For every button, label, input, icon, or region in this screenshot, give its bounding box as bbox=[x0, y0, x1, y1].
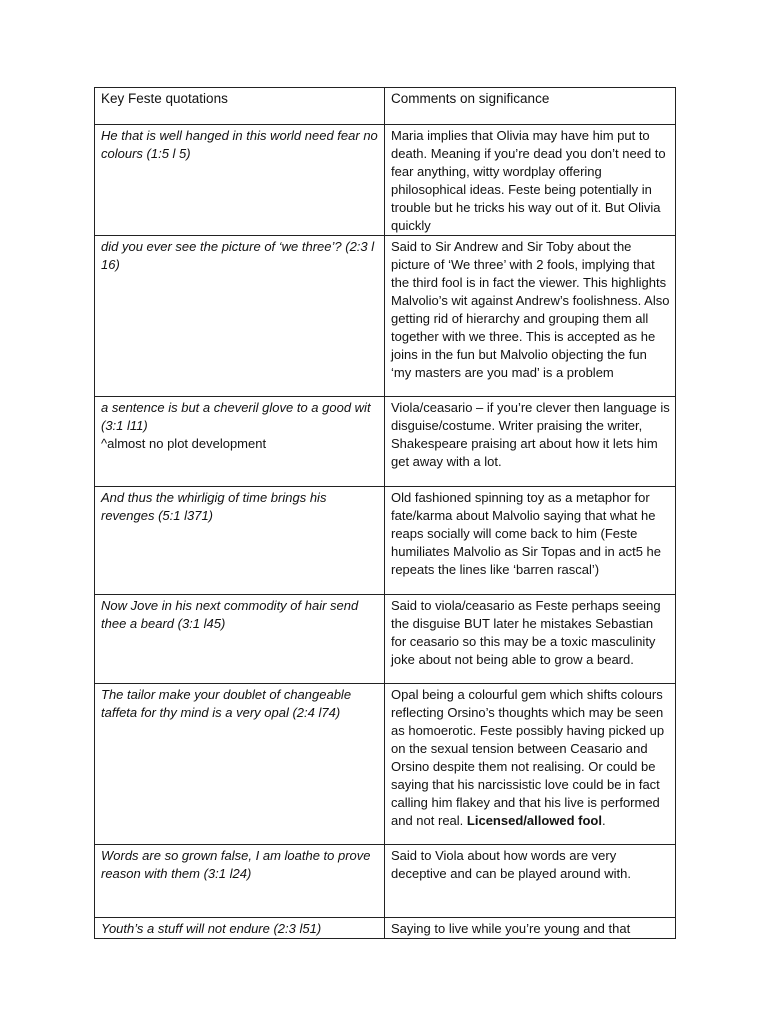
feste-quotations-table bbox=[94, 87, 676, 939]
quote-cell: Words are so grown false, I am loathe to prove reason with them (3:1 l24) bbox=[95, 845, 385, 918]
quote-cell: And thus the whirligig of time brings his revenges (5:1 l371) bbox=[95, 487, 385, 595]
comment-cell: Said to Sir Andrew and Sir Toby about the picture of ‘We three’ with 2 fools, implying that the third fool is in fact the viewer. This highlights Malvolio’s wit against Andrew’s foolishness. Also getting rid of hierarchy and grouping them all together with we three. This is accepted as he joins in the fun but Malvolio objecting the fun ‘my masters are you mad’ is a problem bbox=[385, 236, 676, 397]
quote-cell: Now Jove in his next commodity of hair send thee a beard (3:1 l45) bbox=[95, 595, 385, 684]
table-row bbox=[95, 845, 676, 918]
quote-cell: Youth’s a stuff will not endure (2:3 l51) bbox=[95, 918, 385, 939]
comment-end-text: . bbox=[601, 813, 606, 828]
quote-cell bbox=[95, 397, 385, 487]
comment-text: Opal being a colourful gem which shifts colours reflecting Orsino’s thoughts which may be seen as homoerotic. Feste possibly having picked up on the sexual tension between Ceasario and Orsino despite them not realising. Or could be saying that his narcissistic love could be in fact calling him flakey and that his live is performed and not real. bbox=[391, 687, 665, 828]
table-row bbox=[95, 236, 676, 397]
header-comments: Comments on significance bbox=[385, 88, 676, 125]
quote-cell: He that is well hanged in this world need fear no colours (1:5 l 5) bbox=[95, 125, 385, 236]
comment-cell: Maria implies that Olivia may have him put to death. Meaning if you’re dead you don’t need to fear anything, witty wordplay offering philosophical ideas. Feste being potentially in trouble but he tricks his way out of it. But Olivia quickly bbox=[385, 125, 676, 236]
comment-bold-text: Licensed/allowed fool bbox=[466, 813, 602, 828]
comment-cell: Old fashioned spinning toy as a metaphor for fate/karma about Malvolio saying that what he reaps socially will come back to him (Feste humiliates Malvolio as Sir Topas and in act5 he repeats the lines like ‘barren rascal’) bbox=[385, 487, 676, 595]
comment-cell bbox=[385, 684, 676, 845]
table-row bbox=[95, 397, 676, 487]
quote-note: ^almost no plot development bbox=[101, 436, 267, 451]
quote-text: a sentence is but a cheveril glove to a good wit (3:1 l11) bbox=[101, 400, 371, 433]
quote-cell: The tailor make your doublet of changeable taffeta for thy mind is a very opal (2:4 l74) bbox=[95, 684, 385, 845]
table-header-row bbox=[95, 88, 676, 125]
comment-cell: Said to viola/ceasario as Feste perhaps seeing the disguise BUT later he mistakes Sebastian for ceasario so this may be a toxic masculinity joke about not being able to grow a beard. bbox=[385, 595, 676, 684]
comment-cell: Saying to live while you’re young and that bbox=[385, 918, 676, 939]
table-row bbox=[95, 487, 676, 595]
table-row bbox=[95, 918, 676, 939]
table-row bbox=[95, 125, 676, 236]
quote-cell: did you ever see the picture of ‘we three’? (2:3 l 16) bbox=[95, 236, 385, 397]
comment-cell: Said to Viola about how words are very deceptive and can be played around with. bbox=[385, 845, 676, 918]
table-row bbox=[95, 595, 676, 684]
table-row bbox=[95, 684, 676, 845]
comment-cell: Viola/ceasario – if you’re clever then language is disguise/costume. Writer praising the writer, Shakespeare praising art about how it lets him get away with a lot. bbox=[385, 397, 676, 487]
header-quotations: Key Feste quotations bbox=[95, 88, 385, 125]
